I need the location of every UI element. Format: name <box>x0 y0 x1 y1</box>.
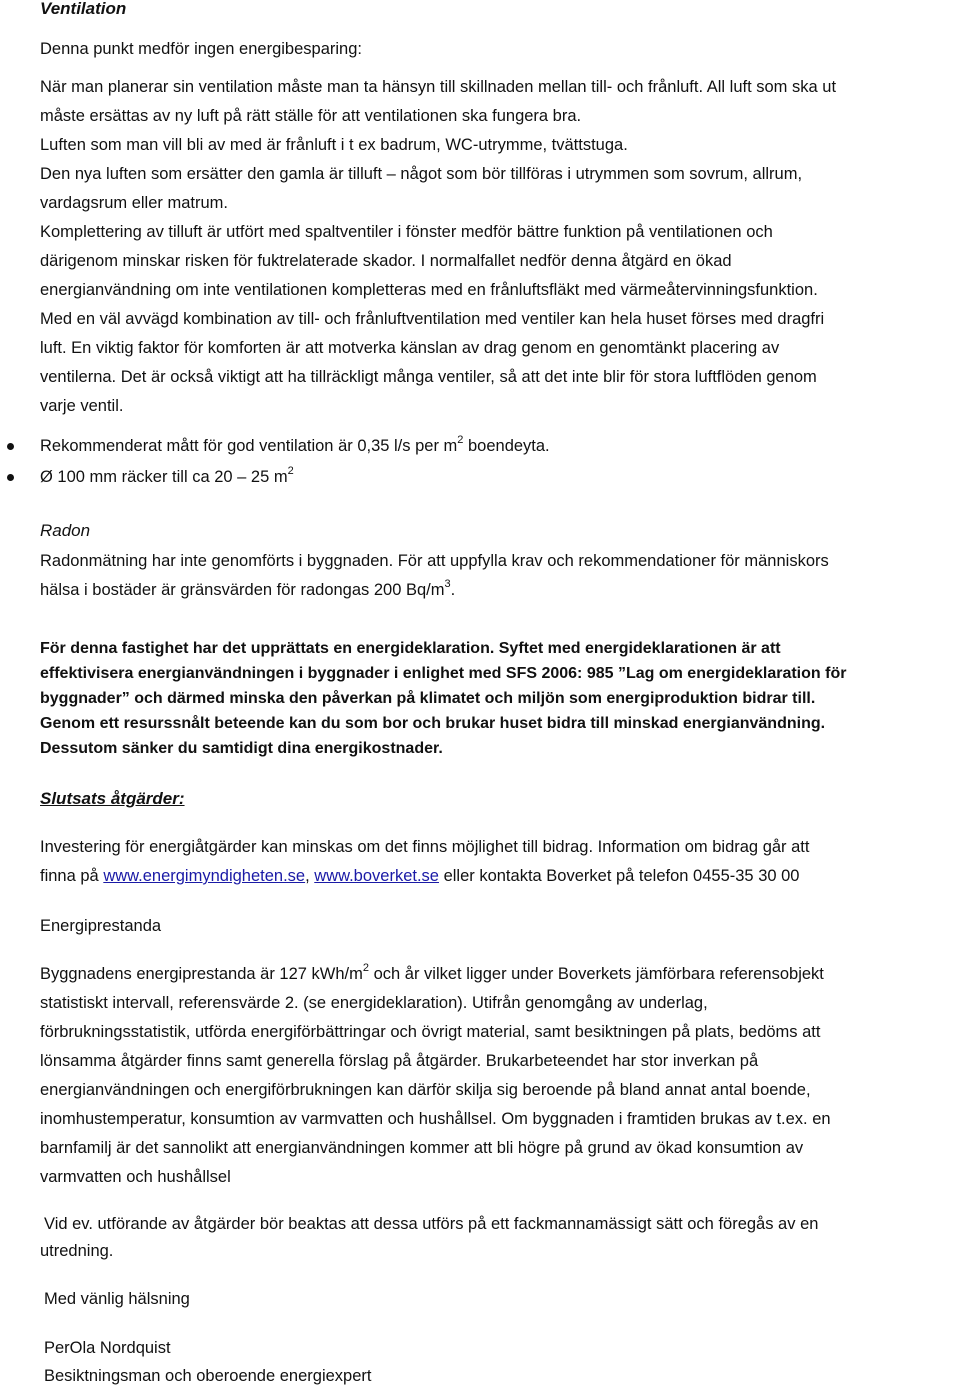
performance-line: energianvändningen och energiförbrukningen kan därför skilja sig beroende på bland annat antal boende, <box>40 1081 811 1099</box>
ventilation-line: Den nya luften som ersätter den gamla är tilluft – något som bör tillföras i utrymmen som sovrum, allrum, <box>40 165 803 183</box>
declaration-line: byggnader” och därmed minska den påverkan på klimatet och miljön som energiproduktion bidrar till. <box>40 690 816 707</box>
performance-heading: Energiprestanda <box>40 917 162 935</box>
bullet-dot-icon <box>7 443 14 450</box>
radon-line: Radonmätning har inte genomförts i byggnaden. För att uppfylla krav och rekommendationer för människors <box>40 552 829 570</box>
conclusions-heading: Slutsats åtgärder: <box>40 789 185 808</box>
performance-line: statistiskt intervall, referensvärde 2. (se energideklaration). Utifrån genomgång av underlag, <box>40 994 708 1012</box>
signatory-name: PerOla Nordquist <box>44 1339 171 1357</box>
ventilation-intro: Denna punkt medför ingen energibesparing: <box>40 40 362 58</box>
radon-section <box>40 521 955 599</box>
ventilation-line: När man planerar sin ventilation måste man ta hänsyn till skillnaden mellan till- och frånluft. All luft som ska ut <box>40 78 837 96</box>
ventilation-body <box>40 73 960 421</box>
closing-line: utredning. <box>40 1242 114 1260</box>
conclusions-line: Investering för energiåtgärder kan minskas om det finns möjlighet till bidrag. Information om bidrag går att <box>40 838 810 856</box>
performance-line: inomhustemperatur, konsumtion av varmvatten och hushållsel. Om byggnaden i framtiden brukas av t.ex. en <box>40 1110 831 1128</box>
boverket-link[interactable]: www.boverket.se <box>314 867 439 885</box>
energimyndigheten-link[interactable]: www.energimyndigheten.se <box>103 867 306 885</box>
bullet-item: Rekommenderat mått för god ventilation är 0,35 l/s per $m^2$ boendeyta. <box>40 431 550 462</box>
ventilation-bullet-list <box>40 431 550 493</box>
ventilation-line: varje ventil. <box>40 397 124 415</box>
ventilation-line: ventilerna. Det är också viktigt att ha tillräckligt många ventiler, så att det inte blir för stora luftflöden genom <box>40 368 817 386</box>
declaration-line: Genom ett resurssnålt beteende kan du som bor och brukar huset bidra till minskad energianvändning. <box>40 715 826 732</box>
ventilation-line: måste ersättas av ny luft på rätt ställe för att ventilationen ska fungera bra. <box>40 107 582 125</box>
ventilation-line: Med en väl avvägd kombination av till- och frånluftventilation med ventiler kan hela huset förses med dragfri <box>40 310 825 328</box>
bullet-dot-icon <box>7 474 14 481</box>
declaration-line: effektivisera energianvändningen i byggnader i enlighet med SFS 2006: 985 ”Lag om energideklaration för <box>40 665 847 682</box>
declaration-section <box>40 636 955 761</box>
performance-line: förbrukningsstatistik, utförda energiförbättringar och övrigt material, samt besiktningen på plats, bedöms att <box>40 1023 821 1041</box>
radon-heading: Radon <box>40 521 91 540</box>
ventilation-heading: Ventilation <box>40 0 127 18</box>
closing-greeting: Med vänlig hälsning <box>44 1290 190 1308</box>
ventilation-line: vardagsrum eller matrum. <box>40 194 228 212</box>
signatory-title: Besiktningsman och oberoende energiexpert <box>44 1367 372 1385</box>
ventilation-line: luft. En viktig faktor för komforten är att motverka känslan av drag genom en genomtänkt placering av <box>40 339 780 357</box>
ventilation-line: därigenom minskar risken för fuktrelaterade skador. I normalfallet nedför denna åtgärd en ökad <box>40 252 732 270</box>
ventilation-line: Komplettering av tilluft är utfört med spaltventiler i fönster medför bättre funktion på ventilationen och <box>40 223 773 241</box>
performance-section <box>40 912 955 1186</box>
declaration-line: Dessutom sänker du samtidigt dina energikostnader. <box>40 740 443 757</box>
conclusions-section <box>40 789 955 885</box>
closing-section <box>40 1211 955 1385</box>
closing-line: Vid ev. utförande av åtgärder bör beaktas att dessa utförs på ett fackmannamässigt sätt och föregås av en <box>44 1215 819 1233</box>
ventilation-line: energianvändning om inte ventilationen kompletteras med en frånluftsfläkt med värmeåtervinningsfunktion. <box>40 281 818 299</box>
performance-line: varmvatten och hushållsel <box>40 1168 231 1186</box>
performance-line: barnfamilj är det sannolikt att energianvändningen kommer att bli högre på grund av ökad konsumtion av <box>40 1139 804 1157</box>
conclusions-line: finna på www.energimyndigheten.se, www.boverket.se eller kontakta Boverket på telefon 0455-35 30 00 <box>40 867 800 885</box>
performance-line: lönsamma åtgärder finns samt generella förslag på åtgärder. Brukarbeteendet har stor inverkan på <box>40 1052 759 1070</box>
bullet-item: Ø 100 mm räcker till ca 20 – 25 $m^2$ <box>40 462 550 493</box>
radon-line: hälsa i bostäder är gränsvärden för radongas 200 $Bq/m^3$. <box>40 577 456 599</box>
declaration-line: För denna fastighet har det upprättats en energideklaration. Syftet med energideklarationen är att <box>40 640 781 657</box>
ventilation-line: Luften som man vill bli av med är frånluft i t ex badrum, WC-utrymme, tvättstuga. <box>40 136 628 154</box>
performance-line: Byggnadens energiprestanda är 127 kWh/$m^2$ och år vilket ligger under Boverkets jämförbara referensobjekt <box>40 961 824 983</box>
